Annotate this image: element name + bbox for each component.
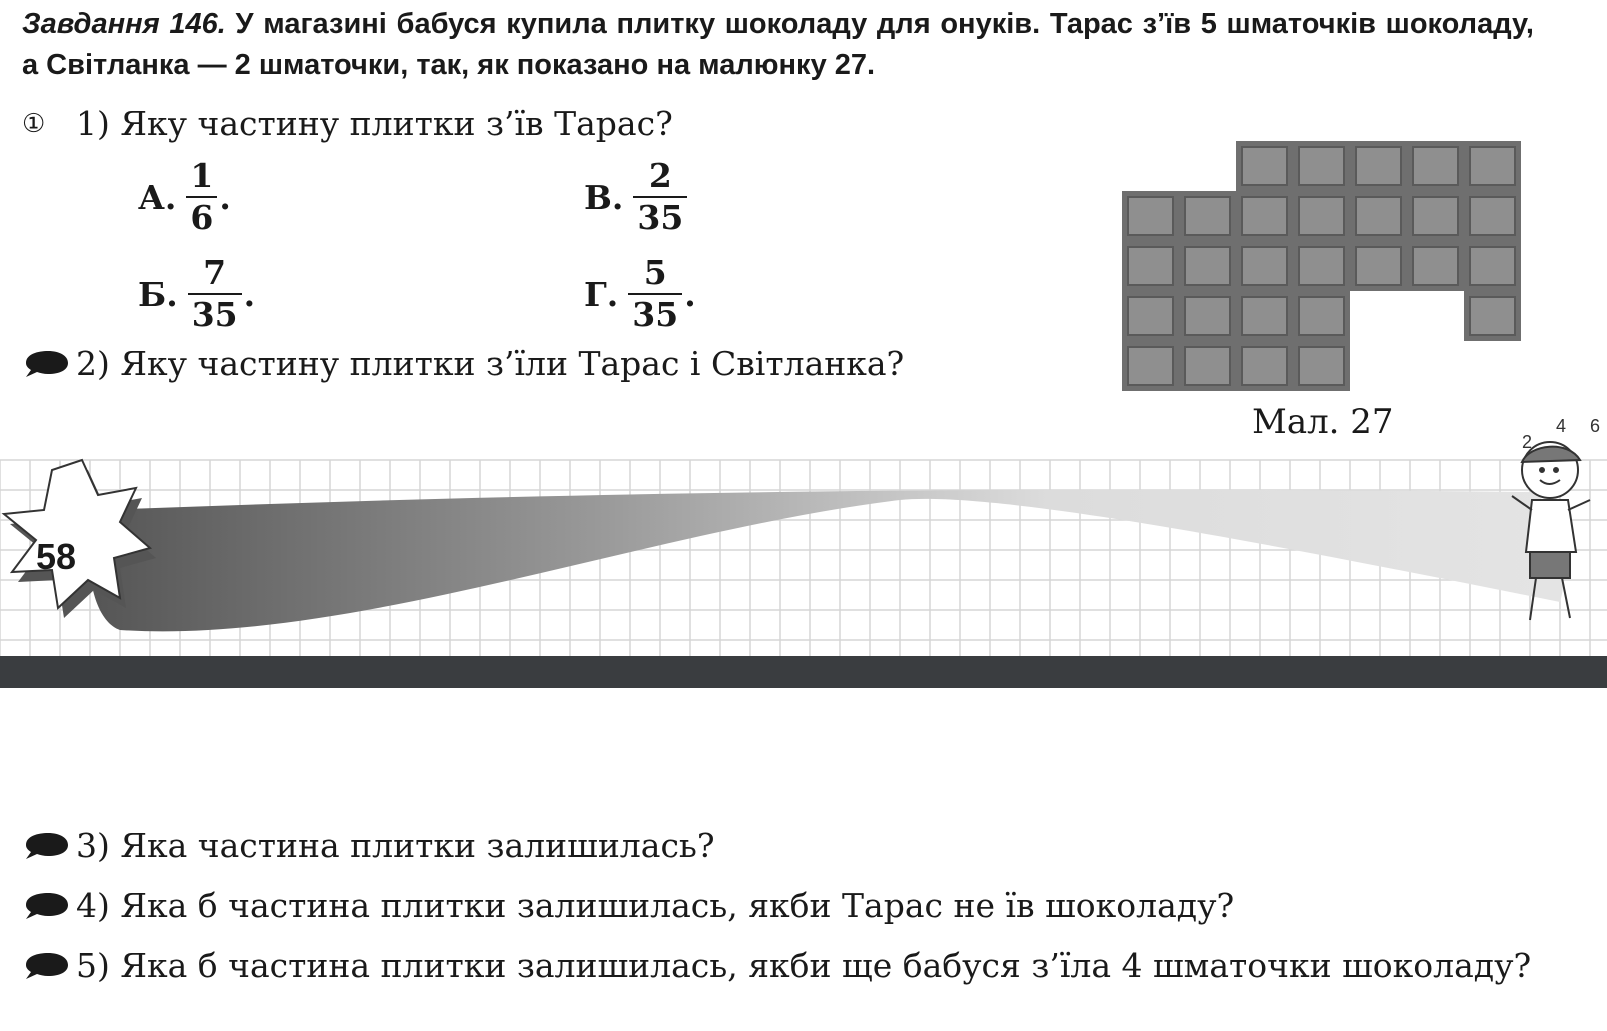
option-a-denominator: 6 <box>186 196 217 238</box>
option-v-letter: В. <box>584 177 624 217</box>
speech-bubble-icon <box>22 831 70 861</box>
chocolate-piece <box>1407 191 1464 241</box>
option-g-letter: Г. <box>584 274 619 314</box>
option-b-dot: . <box>243 274 256 314</box>
option-a-dot: . <box>219 177 231 217</box>
chocolate-piece <box>1293 191 1350 241</box>
chocolate-piece <box>1179 341 1236 391</box>
chocolate-piece <box>1464 141 1521 191</box>
option-v-denominator: 35 <box>633 196 687 238</box>
speech-bubble-icon <box>22 951 70 981</box>
option-a <box>138 156 231 238</box>
chocolate-piece <box>1464 291 1521 341</box>
chocolate-piece <box>1236 141 1293 191</box>
chocolate-piece <box>1293 141 1350 191</box>
question-3-text: 3) Яка частина плитки залишилась? <box>76 826 715 865</box>
option-b <box>138 253 255 335</box>
speech-bubble-icon <box>22 349 70 379</box>
chocolate-piece <box>1464 191 1521 241</box>
option-b-denominator: 35 <box>188 293 242 335</box>
chocolate-piece <box>1350 241 1407 291</box>
chocolate-piece <box>1122 191 1179 241</box>
chocolate-piece <box>1293 341 1350 391</box>
chocolate-piece <box>1293 291 1350 341</box>
chocolate-piece <box>1179 291 1236 341</box>
option-b-fraction <box>188 253 242 335</box>
option-g-fraction <box>628 253 682 335</box>
chocolate-piece <box>1293 241 1350 291</box>
option-v-numerator: 2 <box>648 156 672 195</box>
chocolate-piece <box>1350 141 1407 191</box>
option-a-letter: А. <box>138 177 177 217</box>
dark-strip <box>0 656 1607 688</box>
speech-bubble-icon <box>22 891 70 921</box>
decor-number-4: 4 <box>1556 416 1567 436</box>
chocolate-bar-figure <box>1122 141 1524 393</box>
page-number: 58 <box>36 536 77 577</box>
option-g-numerator: 5 <box>643 253 667 292</box>
page-banner <box>0 430 1607 710</box>
question-4 <box>22 886 1234 925</box>
question-5-text: 5) Яка б частина плитки залишилась, якби ще бабуся з’їла 4 шматочки шоколаду? <box>76 946 1532 985</box>
option-g <box>584 253 696 335</box>
question-1 <box>22 104 673 143</box>
decor-number-2: 2 <box>1522 432 1533 452</box>
option-b-letter: Б. <box>138 274 178 314</box>
question-2-text: 2) Яку частину плитки з’їли Тарас і Світланка? <box>76 344 905 383</box>
option-b-numerator: 7 <box>203 253 227 292</box>
circled-one-icon: ① <box>22 108 46 139</box>
chocolate-piece <box>1179 191 1236 241</box>
option-a-numerator: 1 <box>190 156 214 195</box>
chocolate-piece <box>1122 341 1179 391</box>
chocolate-piece <box>1407 141 1464 191</box>
option-g-dot: . <box>684 274 696 314</box>
option-a-fraction <box>186 156 217 238</box>
chocolate-piece <box>1236 191 1293 241</box>
chocolate-piece <box>1236 291 1293 341</box>
question-1-text: 1) Яку частину плитки з’їв Тарас? <box>76 104 673 143</box>
question-5 <box>22 946 1531 985</box>
option-g-denominator: 35 <box>628 293 682 335</box>
option-v-fraction <box>633 156 687 238</box>
chocolate-piece <box>1179 241 1236 291</box>
question-2 <box>22 344 904 383</box>
chocolate-piece <box>1407 241 1464 291</box>
task-label: Завдання 146. <box>22 8 226 40</box>
chocolate-piece <box>1464 241 1521 291</box>
task-text: У магазині бабуся купила плитку шоколаду для онуків. Тарас з’їв 5 шматочків шоколаду, а Світланка — 2 шматочки, так, як показано на малюнку 27. <box>22 8 1534 81</box>
decor-number-6: 6 <box>1590 416 1601 436</box>
chocolate-piece <box>1122 291 1179 341</box>
chocolate-piece <box>1236 341 1293 391</box>
chocolate-piece <box>1122 241 1179 291</box>
question-3 <box>22 826 715 865</box>
option-v <box>584 156 689 238</box>
task-statement <box>22 4 1534 86</box>
figure-caption: Мал. 27 <box>1252 402 1394 442</box>
question-4-text: 4) Яка б частина плитки залишилась, якби Тарас не їв шоколаду? <box>76 886 1235 925</box>
chocolate-piece <box>1350 191 1407 241</box>
chocolate-piece <box>1236 241 1293 291</box>
